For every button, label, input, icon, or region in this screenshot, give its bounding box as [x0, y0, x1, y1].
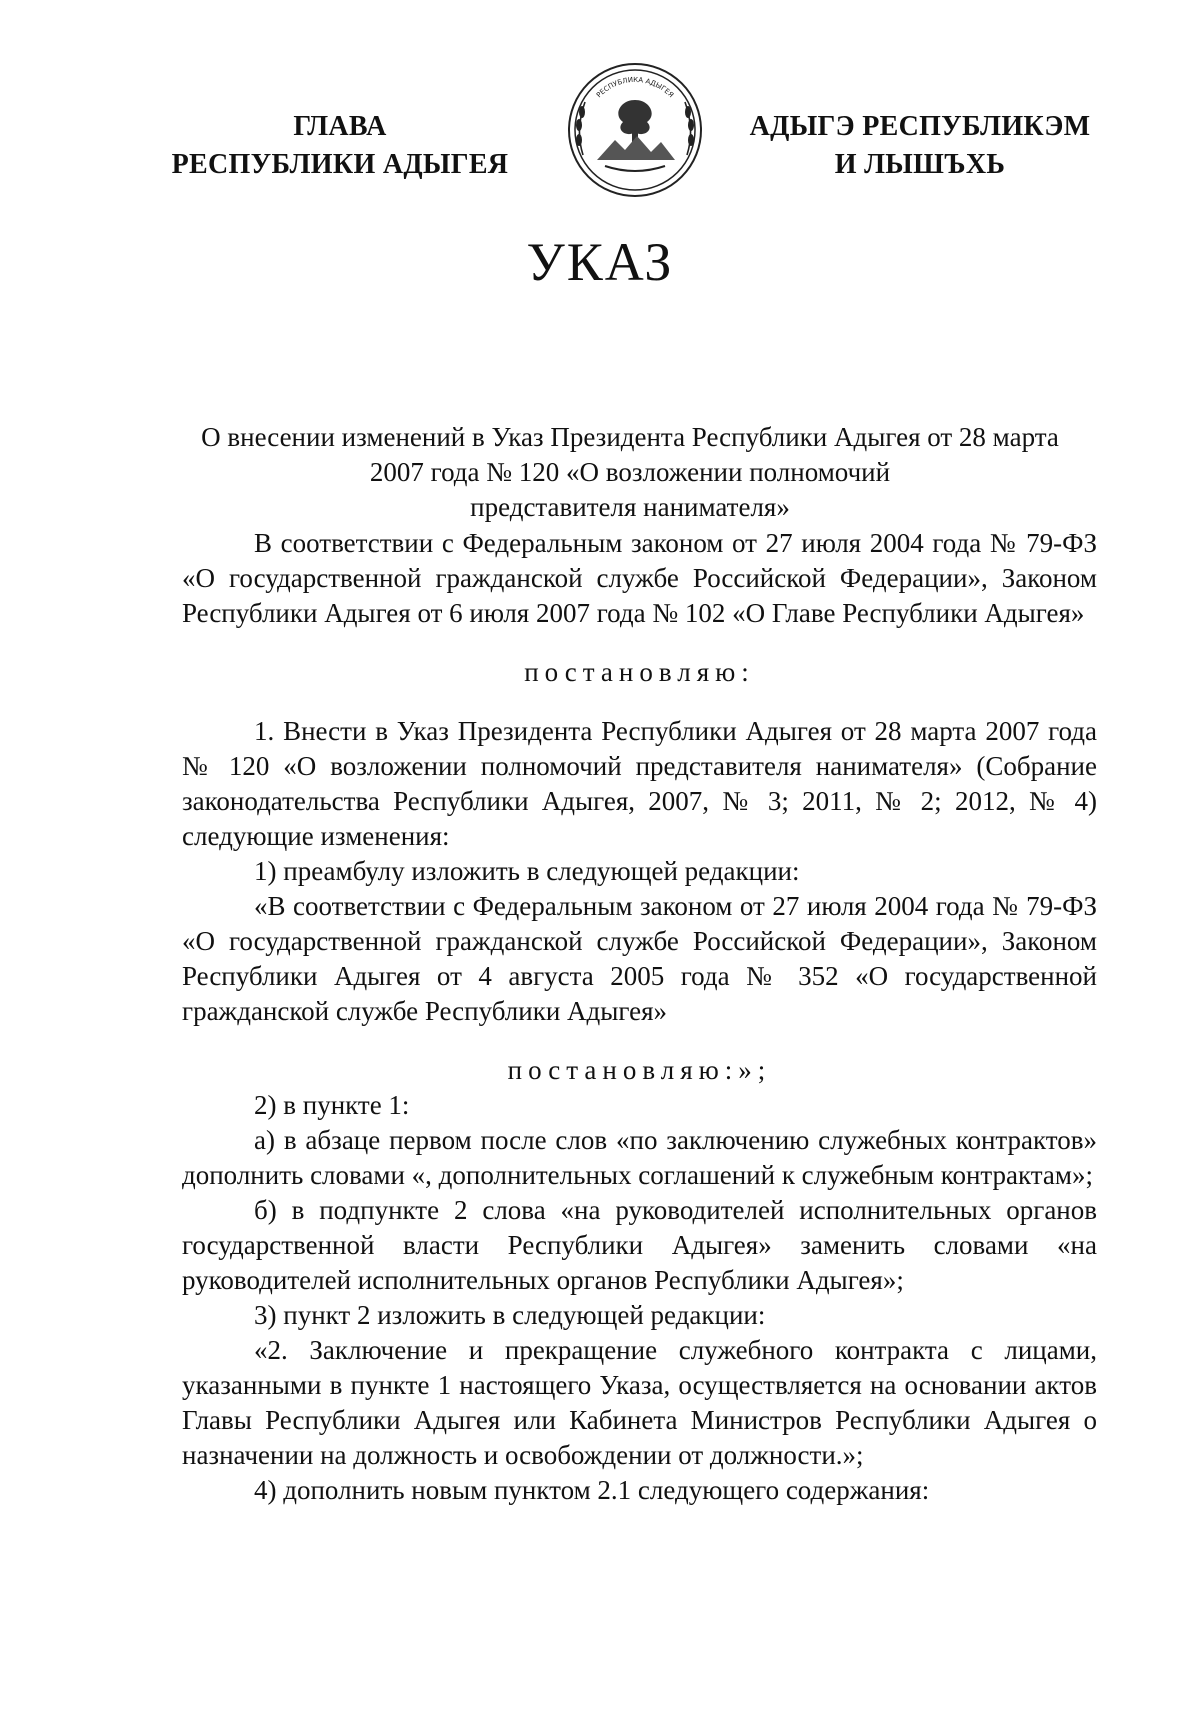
resolve-heading: постановляю: — [524, 657, 755, 687]
coat-of-arms-seal-icon — [565, 60, 705, 200]
header-right — [740, 108, 1100, 184]
emblem-text: РЕСПУБЛИКА АДЫГЕЯ — [594, 75, 676, 100]
quoted-preamble: «В соответствии с Федеральным законом от 27 июля 2004 года № 79-ФЗ «О государственной гражданской службе Российской Федерации», Законом Республики Адыгея от 4 августа 2005 года № 352 «О государственной гражданской службе Республики Адыгея» — [182, 891, 1097, 1026]
item-2-b: б) в подпункте 2 слова «на руководителей исполнительных органов государственной власти Республики Адыгея» заменить словами «на руководителей исполнительных органов Республики Адыгея»; — [182, 1195, 1097, 1295]
document-subject — [170, 420, 1090, 525]
header-right-line1: АДЫГЭ РЕСПУБЛИКЭМ — [749, 111, 1091, 142]
header-left-line2: РЕСПУБЛИКИ АДЫГЕЯ — [171, 149, 509, 180]
item-3: 3) пункт 2 изложить в следующей редакции: — [254, 1300, 766, 1330]
subject-line3: представителя нанимателя» — [470, 492, 790, 522]
item-4: 4) дополнить новым пунктом 2.1 следующего содержания: — [254, 1475, 930, 1505]
item-1-1: 1) преамбулу изложить в следующей редакции: — [254, 856, 800, 886]
subject-line1: О внесении изменений в Указ Президента Республики Адыгея от 28 марта — [201, 422, 1059, 452]
item-2: 2) в пункте 1: — [254, 1090, 410, 1120]
header-left-line1: ГЛАВА — [293, 111, 387, 142]
item-3-text: «2. Заключение и прекращение служебного контракта с лицами, указанными в пункте 1 настоящего Указа, осуществляется на основании актов Главы Республики Адыгея или Кабинета Министров Республики Адыгея о назначении на должность и освобождении от должности.»; — [182, 1335, 1097, 1470]
item-2-a: а) в абзаце первом после слов «по заключению служебных контрактов» дополнить словами «, дополнительных соглашений к служебным контрактам»; — [182, 1125, 1097, 1190]
document-title: УКАЗ — [526, 232, 674, 292]
quoted-resolve-heading: постановляю:»; — [507, 1055, 772, 1085]
subject-line2: 2007 года № 120 «О возложении полномочий — [369, 457, 891, 487]
document-body — [182, 526, 1097, 1508]
header-left — [160, 108, 520, 184]
item-1: 1. Внести в Указ Президента Республики Адыгея от 28 марта 2007 года № 120 «О возложении полномочий представителя нанимателя» (Собрание законодательства Республики Адыгея, 2007, № 3; 2011, № 2; 2012, № 4) следующие изменения: — [182, 716, 1097, 851]
preamble: В соответствии с Федеральным законом от 27 июля 2004 года № 79-ФЗ «О государственной гражданской службе Российской Федерации», Законом Республики Адыгея от 6 июля 2007 года № 102 «О Главе Республики Адыгея» — [182, 528, 1097, 628]
header-right-line2: И ЛЫШЪХЬ — [834, 149, 1006, 180]
